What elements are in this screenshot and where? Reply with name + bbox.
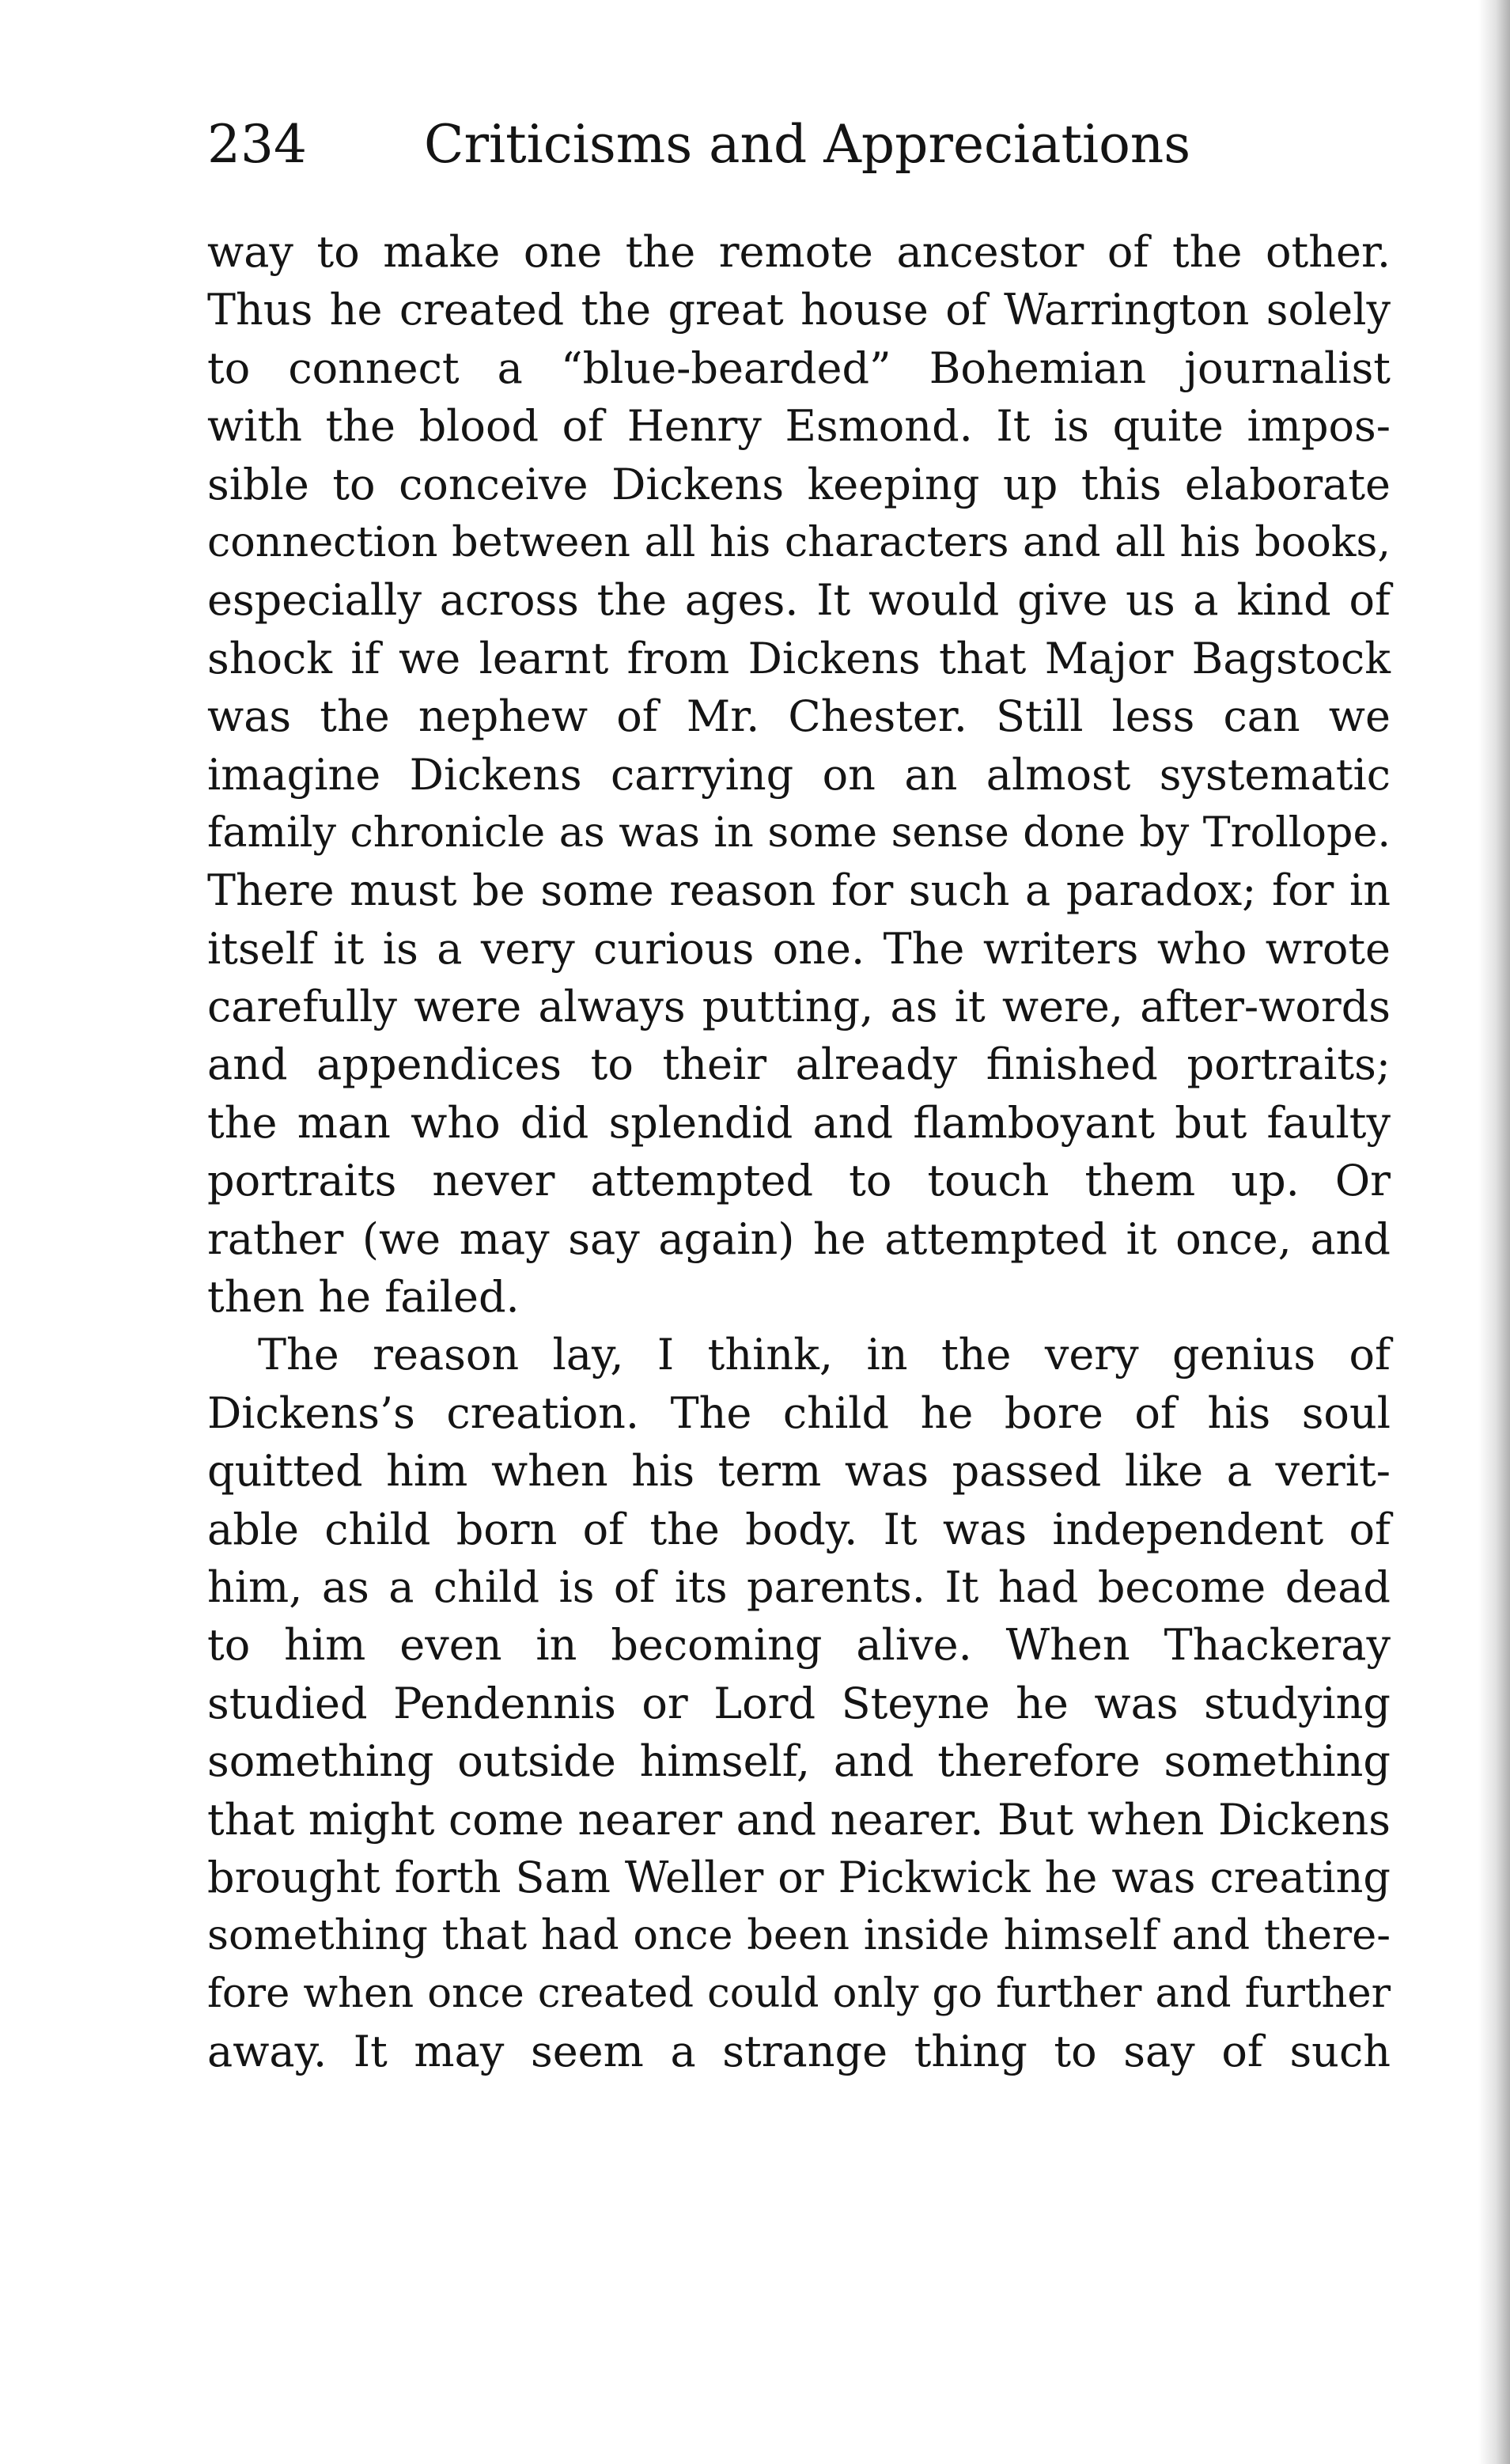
text-line: with the blood of Henry Esmond. It is quite impos- [207, 401, 1391, 452]
text-line: fore when once created could only go further and further [207, 1970, 1391, 2017]
text-line: and appendices to their already finished portraits; [207, 1039, 1391, 1090]
text-line: Dickens’s creation. The child he bore of his soul [207, 1387, 1391, 1438]
paragraph-2 [207, 1326, 1391, 2080]
text-line: way to make one the remote ancestor of the other. [207, 227, 1391, 277]
text-line: brought forth Sam Weller or Pickwick he was creating [207, 1852, 1391, 1902]
running-title: Criticisms and Appreciations [424, 114, 1191, 175]
body-text [207, 223, 1391, 2081]
text-line: then he failed. [207, 1272, 520, 1323]
text-line: The reason lay, I think, in the very genius of [258, 1330, 1391, 1380]
text-line: to connect a “blue-bearded” Bohemian journalist [207, 343, 1391, 393]
text-line: was the nephew of Mr. Chester. Still less can we [207, 691, 1391, 742]
paragraph-1 [207, 223, 1391, 1326]
text-line: sible to conceive Dickens keeping up this elaborate [207, 459, 1391, 509]
binding-shadow [1478, 0, 1510, 2464]
text-line: imagine Dickens carrying on an almost systematic [207, 749, 1391, 800]
text-line: especially across the ages. It would give us a kind of [207, 575, 1391, 626]
text-line: able child born of the body. It was independent of [207, 1504, 1391, 1554]
running-header [207, 101, 1394, 188]
text-line: shock if we learnt from Dickens that Major Bagstock [207, 633, 1391, 683]
text-line: away. It may seem a strange thing to say of such [207, 2027, 1391, 2077]
text-line: portraits never attempted to touch them up. Or [207, 1156, 1391, 1206]
text-line: Thus he created the great house of Warrington solely [207, 285, 1391, 335]
text-line: There must be some reason for such a paradox; for in [207, 865, 1391, 916]
text-line: that might come nearer and nearer. But when Dickens [207, 1794, 1391, 1845]
text-line: the man who did splendid and flamboyant but faulty [207, 1097, 1391, 1148]
text-line: something that had once been inside himself and there- [207, 1911, 1391, 1960]
text-line: carefully were always putting, as it were, after-words [207, 982, 1391, 1032]
page-number: 234 [207, 114, 307, 175]
text-line: itself it is a very curious one. The writers who wrote [207, 923, 1391, 974]
text-line: quitted him when his term was passed like a verit- [207, 1446, 1391, 1497]
text-line: family chronicle as was in some sense done by Trollope. [207, 808, 1391, 857]
text-line: connection between all his characters and all his books, [207, 517, 1391, 566]
text-line: studied Pendennis or Lord Steyne he was studying [207, 1678, 1391, 1728]
text-line: him, as a child is of its parents. It had become dead [207, 1561, 1391, 1612]
text-line: rather (we may say again) he attempted it once, and [207, 1213, 1391, 1264]
text-line: something outside himself, and therefore something [207, 1736, 1391, 1787]
text-line: to him even in becoming alive. When Thackeray [207, 1620, 1391, 1671]
